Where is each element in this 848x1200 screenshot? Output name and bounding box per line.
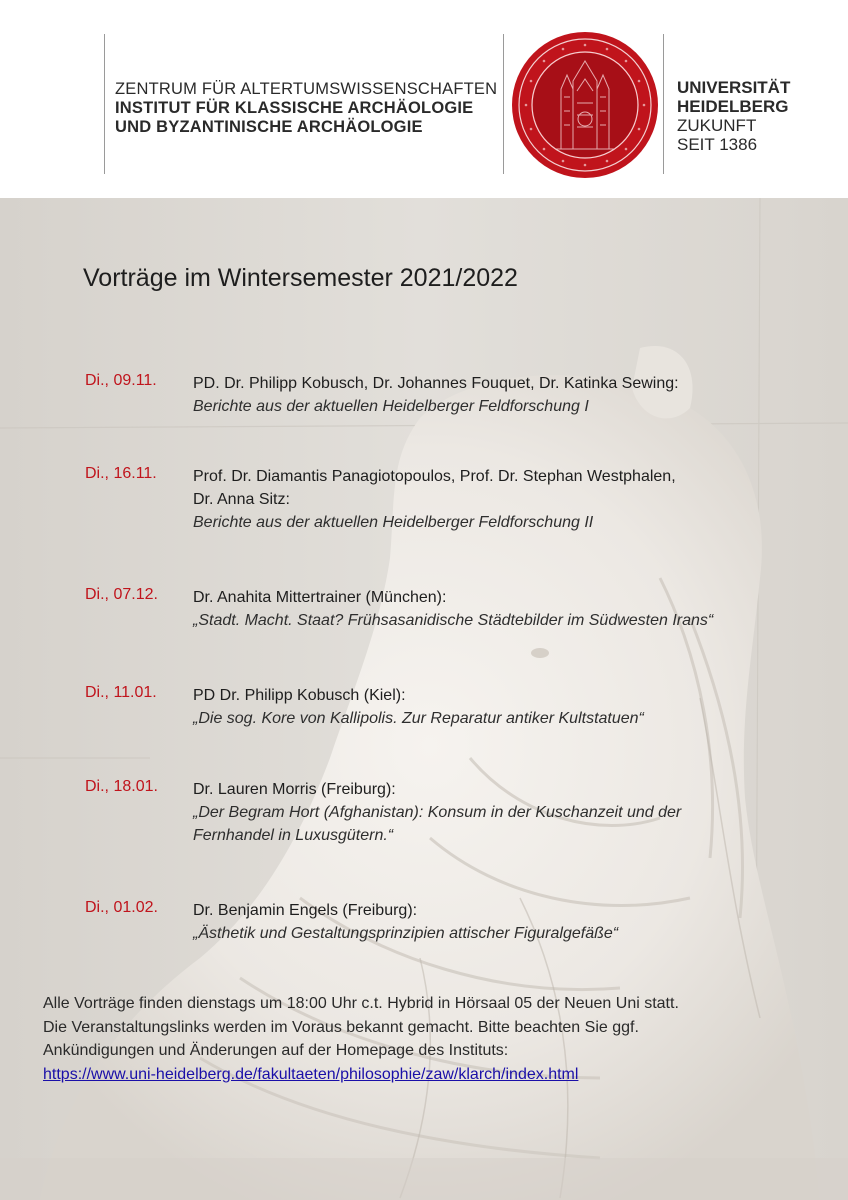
lecture-speakers: Dr. Lauren Morris (Freiburg): xyxy=(193,781,396,798)
footer-line: Alle Vorträge finden dienstags um 18:00 Uhr c.t. Hybrid in Hörsaal 05 der Neuen Uni statt. xyxy=(43,995,679,1012)
lecture-date: Di., 07.12. xyxy=(85,586,158,603)
lecture-date: Di., 09.11. xyxy=(85,372,157,389)
header-divider-mid xyxy=(503,34,504,174)
lecture-speakers: PD Dr. Philipp Kobusch (Kiel): xyxy=(193,687,406,704)
footer-line: Die Veranstaltungslinks werden im Voraus bekannt gemacht. Bitte beachten Sie ggf. xyxy=(43,1018,639,1036)
lecture-date: Di., 01.02. xyxy=(85,899,158,916)
footer-line: Ankündigungen und Änderungen auf der Homepage des Instituts: xyxy=(43,1042,509,1059)
lecture-speakers: Dr. Benjamin Engels (Freiburg): xyxy=(193,902,418,919)
institute-line-1: ZENTRUM FÜR ALTERTUMSWISSENSCHAFTEN xyxy=(115,80,498,98)
lecture-date: Di., 11.01. xyxy=(85,684,157,701)
institute-homepage-link[interactable]: https://www.uni-heidelberg.de/fakultaeten/philosophie/zaw/klarch/index.html xyxy=(43,1065,579,1083)
university-name xyxy=(677,78,790,154)
lecture-speakers: Prof. Dr. Diamantis Panagiotopoulos, Prof. Dr. Stephan Westphalen, xyxy=(193,468,676,485)
lecture-topic: Fernhandel in Luxusgütern.“ xyxy=(193,827,394,844)
page-title: Vorträge im Wintersemester 2021/2022 xyxy=(83,264,518,292)
footer-notice xyxy=(43,992,823,1086)
university-line-4: SEIT 1386 xyxy=(677,135,758,154)
institute-line-3: UND BYZANTINISCHE ARCHÄOLOGIE xyxy=(115,118,423,136)
header-divider-right xyxy=(663,34,664,174)
lecture-topic: „Ästhetik und Gestaltungsprinzipien attischer Figuralgefäße“ xyxy=(193,925,619,942)
lecture-date: Di., 18.01. xyxy=(85,778,158,795)
lecture-topic: Berichte aus der aktuellen Heidelberger Feldforschung I xyxy=(193,398,589,415)
lecture-speakers: Dr. Anahita Mittertrainer (München): xyxy=(193,589,447,606)
lecture-topic: „Der Begram Hort (Afghanistan): Konsum in der Kuschanzeit und der xyxy=(193,804,682,821)
lecture-topic: „Die sog. Kore von Kallipolis. Zur Reparatur antiker Kultstatuen“ xyxy=(193,710,644,727)
lecture-speakers: Dr. Anna Sitz: xyxy=(193,491,290,508)
university-seal-icon xyxy=(511,31,659,179)
institute-name xyxy=(115,80,497,137)
university-line-3: ZUKUNFT xyxy=(677,116,757,135)
lecture-speakers: PD. Dr. Philipp Kobusch, Dr. Johannes Fouquet, Dr. Katinka Sewing: xyxy=(193,375,679,392)
institute-line-2: INSTITUT FÜR KLASSISCHE ARCHÄOLOGIE xyxy=(115,99,474,117)
lecture-topic: Berichte aus der aktuellen Heidelberger Feldforschung II xyxy=(193,514,594,531)
university-line-1: UNIVERSITÄT xyxy=(677,78,791,97)
lecture-topic: „Stadt. Macht. Staat? Frühsasanidische Städtebilder im Südwesten Irans“ xyxy=(193,612,714,629)
header-divider-left xyxy=(104,34,105,174)
lecture-date: Di., 16.11. xyxy=(85,465,157,482)
page-header xyxy=(0,0,848,198)
university-line-2: HEIDELBERG xyxy=(677,97,789,116)
